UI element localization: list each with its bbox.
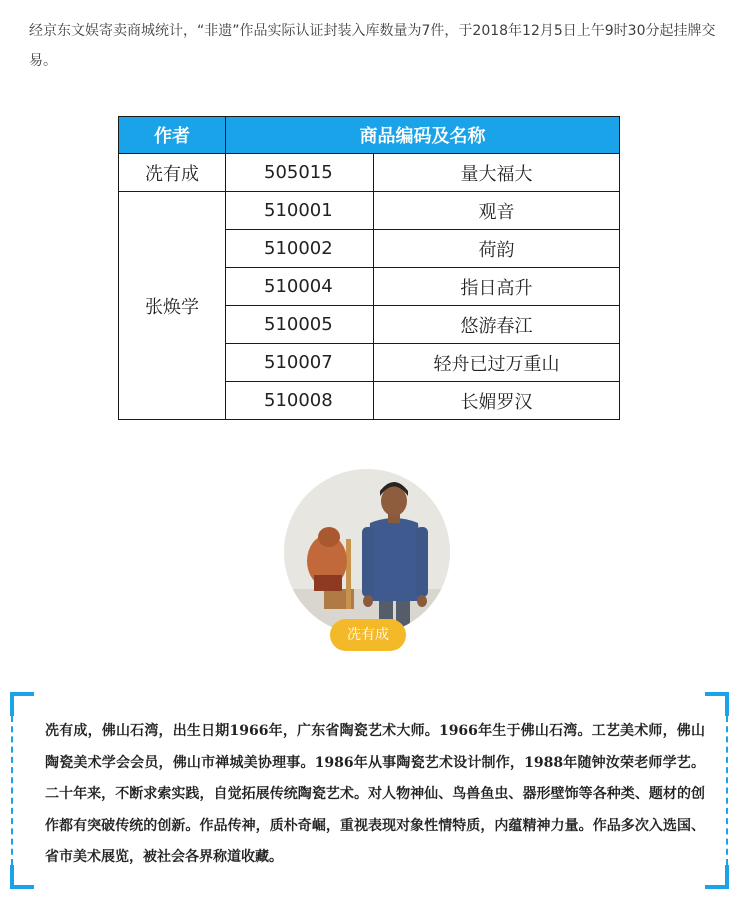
code-cell: 510001 [226, 192, 374, 230]
code-cell: 505015 [226, 154, 374, 192]
portrait-illustration [284, 469, 450, 635]
bio-text: 冼有成，佛山石湾，出生日期1966年，广东省陶瓷艺术大师。1966年生于佛山石湾。工艺美术师，佛山陶瓷美术学会会员，佛山市禅城美协理事。1986年从事陶瓷艺术设计制作，1988年随钟汝荣老师学艺。二十年来，不断求索实践，自觉拓展传统陶瓷艺术。对人物神仙、鸟兽鱼虫、器形壁饰等各种类、题材的创作都有突破传统的创新。作品传神，质朴奇崛，重视表现对象性情特质，内蕴精神力量。作品多次入选国、省市美术展览，被社会各界称道收藏。 [45, 723, 705, 865]
header-author: 作者 [119, 117, 226, 154]
table-header-row [119, 117, 620, 154]
author-cell: 张焕学 [119, 192, 226, 420]
dashed-border-right [726, 716, 728, 865]
code-cell: 510007 [226, 344, 374, 382]
product-table [118, 116, 620, 420]
code-cell: 510008 [226, 382, 374, 420]
name-cell: 指日高升 [374, 268, 620, 306]
name-cell: 轻舟已过万重山 [374, 344, 620, 382]
name-cell: 悠游春江 [374, 306, 620, 344]
corner-decoration [705, 865, 729, 889]
table-row [119, 192, 620, 230]
artist-name-tag: 冼有成 [330, 619, 406, 651]
code-cell: 510005 [226, 306, 374, 344]
name-cell: 观音 [374, 192, 620, 230]
artist-portrait [284, 469, 450, 635]
corner-decoration [10, 865, 34, 889]
header-product: 商品编码及名称 [226, 117, 620, 154]
corner-decoration [705, 692, 729, 716]
table-row [119, 154, 620, 192]
name-cell: 荷韵 [374, 230, 620, 268]
name-cell: 量大福大 [374, 154, 620, 192]
intro-paragraph [29, 16, 719, 76]
corner-decoration [10, 692, 34, 716]
dashed-border-left [11, 716, 13, 865]
code-cell: 510002 [226, 230, 374, 268]
code-cell: 510004 [226, 268, 374, 306]
bio-box [10, 692, 729, 889]
name-cell: 长媚罗汉 [374, 382, 620, 420]
author-cell: 冼有成 [119, 154, 226, 192]
intro-text: 经京东文娱寄卖商城统计，“非遗”作品实际认证封装入库数量为7件，于2018年12月5日上午9时30分起挂牌交易。 [29, 23, 716, 69]
